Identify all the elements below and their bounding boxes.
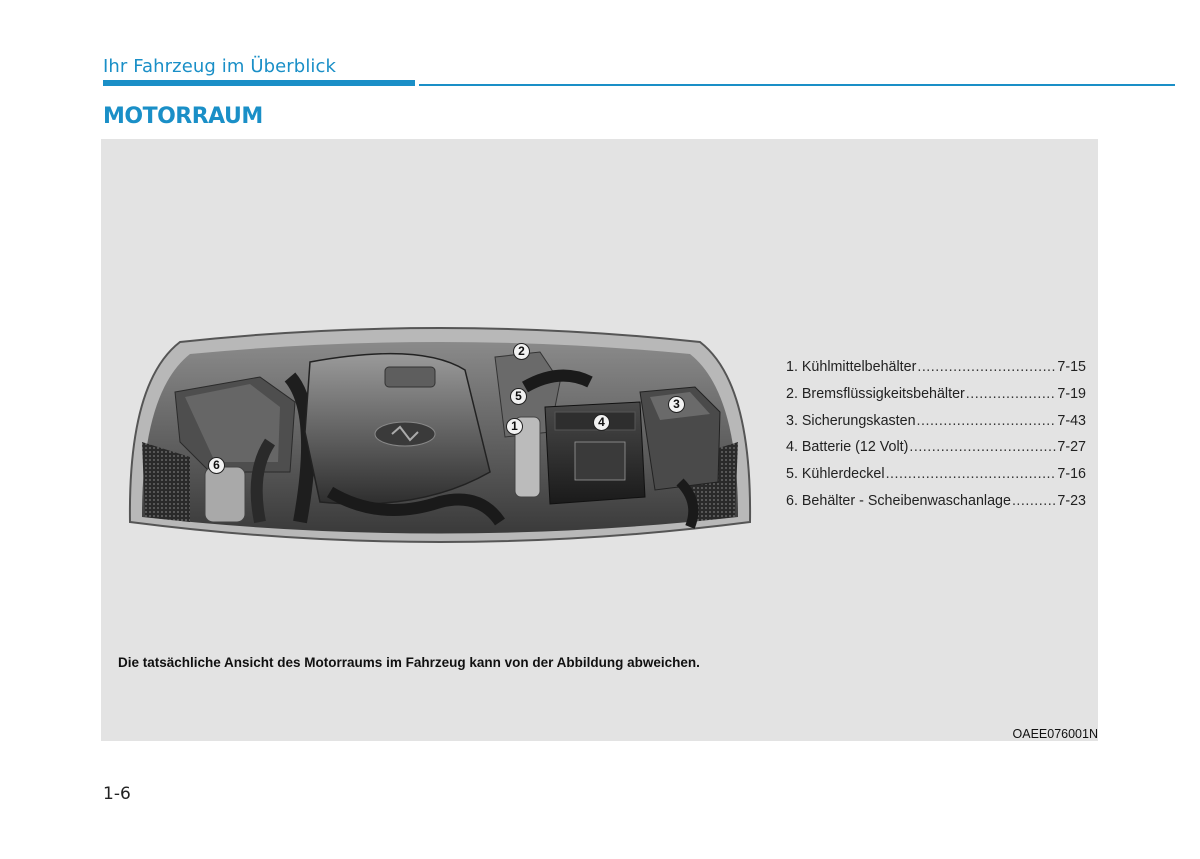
legend-item: [786, 411, 1086, 438]
legend-item: [786, 491, 1086, 518]
leader-dots: [917, 357, 1056, 377]
page-heading: MOTORRAUM: [103, 104, 263, 129]
legend-item-page: 7-16: [1057, 466, 1086, 483]
legend-item: [786, 437, 1086, 464]
legend-item-page: 7-43: [1057, 412, 1086, 429]
section-title: Ihr Fahrzeug im Überblick: [103, 56, 337, 77]
callout-3: 3: [668, 396, 685, 413]
legend: [786, 357, 1086, 518]
leader-dots: [1012, 491, 1056, 511]
legend-item-page: 7-23: [1057, 492, 1086, 509]
leader-dots: [917, 411, 1057, 431]
callout-4: 4: [593, 414, 610, 431]
callout-2: 2: [513, 343, 530, 360]
leader-dots: [966, 384, 1057, 404]
callout-5: 5: [510, 388, 527, 405]
callout-1: 1: [506, 418, 523, 435]
legend-item-label: 5. Kühlerdeckel: [786, 466, 885, 483]
legend-item-label: 6. Behälter - Scheibenwaschanlage: [786, 492, 1011, 509]
legend-item-label: 1. Kühlmittelbehälter: [786, 359, 917, 375]
legend-item-label: 4. Batterie (12 Volt): [786, 439, 909, 456]
header-bar-thin: [419, 84, 1175, 86]
leader-dots: [909, 437, 1056, 457]
figure-note: Die tatsächliche Ansicht des Motorraums im Fahrzeug kann von der Abbildung abweichen.: [118, 655, 700, 670]
legend-item: [786, 384, 1086, 411]
legend-item: [786, 464, 1086, 491]
engine-compartment-illustration: [120, 322, 760, 552]
legend-item-label: 3. Sicherungskasten: [786, 412, 916, 429]
page-number: 1-6: [103, 784, 131, 804]
legend-item-page: 7-27: [1057, 439, 1086, 456]
figure-code: OAEE076001N: [1012, 727, 1098, 741]
header-bar-thick: [103, 80, 415, 86]
legend-item-page: 7-15: [1057, 359, 1086, 375]
legend-item-label: 2. Bremsflüssigkeitsbehälter: [786, 385, 965, 402]
callout-6: 6: [208, 457, 225, 474]
legend-item-page: 7-19: [1057, 385, 1086, 402]
legend-item: [786, 357, 1086, 384]
leader-dots: [886, 464, 1057, 484]
